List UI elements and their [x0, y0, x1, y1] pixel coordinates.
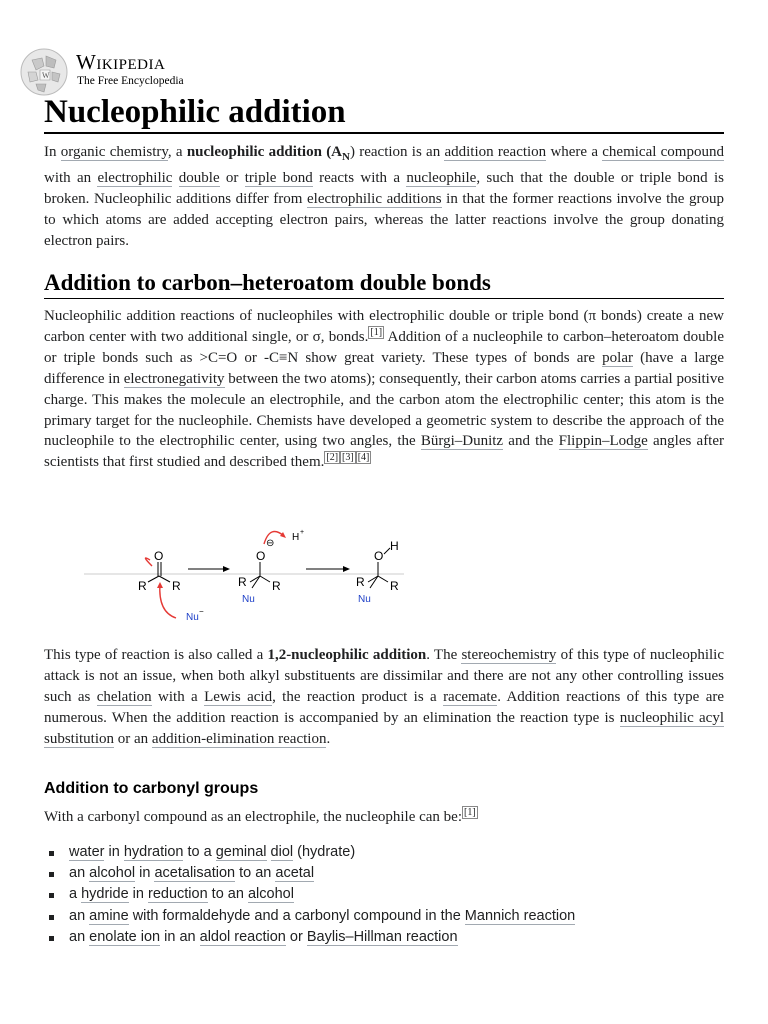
svg-text:W: W [42, 71, 50, 80]
page-title: Nucleophilic addition [44, 92, 724, 134]
nucleophile-label: Nu [242, 594, 255, 605]
r-group-label: R [272, 579, 281, 593]
curved-arrow [145, 558, 152, 566]
intro-section [44, 142, 724, 252]
link-addition-elimination[interactable]: addition-elimination reaction [151, 730, 327, 747]
link-double[interactable]: double [178, 169, 220, 186]
proton-label: H [292, 532, 300, 543]
list-item: an alcohol in acetalisation to an acetal [44, 863, 724, 884]
link-amine[interactable]: amine [89, 907, 129, 924]
paragraph-12-addition [44, 645, 724, 750]
link-acetal[interactable]: acetal [275, 865, 315, 882]
link-flippin-lodge[interactable]: Flippin–Lodge [558, 433, 648, 450]
list-item: water in hydration to a geminal diol (hydrate) [44, 842, 724, 863]
link-racemate[interactable]: racemate [443, 688, 498, 705]
list-item: an enolate ion in an aldol reaction or Baylis–Hillman reaction [44, 927, 724, 948]
link-lewis-acid[interactable]: Lewis acid [204, 688, 273, 705]
nucleophile-label: Nu [186, 612, 199, 623]
link-polar[interactable]: polar [602, 349, 633, 366]
link-acetalisation[interactable]: acetalisation [154, 865, 236, 882]
wikipedia-wordmark: Wikipedia [76, 50, 166, 74]
link-hydride[interactable]: hydride [81, 886, 129, 903]
section-carbonyl-groups [44, 780, 724, 948]
link-addition-reaction[interactable]: addition reaction [444, 144, 547, 160]
link-aldol-reaction[interactable]: aldol reaction [199, 928, 286, 945]
link-burgi-dunitz[interactable]: Bürgi–Dunitz [420, 433, 504, 450]
link-hydration[interactable]: hydration [123, 843, 184, 860]
link-diol[interactable]: diol [270, 843, 294, 860]
list-item: a hydride in reduction to an alcohol [44, 884, 724, 905]
r-group-label: R [172, 579, 181, 593]
reaction-arrow-head [223, 566, 230, 572]
section-heading: Addition to carbon–heteroatom double bonds [44, 268, 724, 299]
arrow-head [157, 582, 163, 588]
reaction-mechanism-scheme [84, 520, 424, 630]
link-geminal[interactable]: geminal [215, 843, 267, 860]
oxygen-label: O [256, 549, 266, 563]
link-alcohol[interactable]: alcohol [89, 865, 136, 882]
link-enolate-ion[interactable]: enolate ion [89, 928, 161, 945]
wikipedia-globe-logo [18, 46, 70, 98]
link-mannich-reaction[interactable]: Mannich reaction [464, 907, 576, 924]
list-item: an amine with formaldehyde and a carbonyl compound in the Mannich reaction [44, 906, 724, 927]
section-paragraph: Nucleophilic addition reactions of nucleophiles with electrophilic double or triple bond (π bonds) create a new carbon center with two additional single, or σ, bonds. [1] Addition of a nucleophile to carbon–heteroatom double or triple bonds such as >C=O or -C≡N show great variety. These types of bonds are polar (have a large difference in electronegativity between the two atoms); consequently, their carbon atoms carries a partial positive charge. This makes the molecule an electrophile, and the carbon atom the electrophilic center; this atom is the primary target for the nucleophile. Chemists have developed a geometric system to describe the approach of the nucleophile to the electrophilic center, using two angles, the Bürgi–Dunitz and the Flippin–Lodge angles after scientists that first studied and described them. [2] [3] [4] [44, 308, 725, 471]
link-triple-bond[interactable]: triple bond [244, 169, 313, 186]
link-electrophilic-additions[interactable]: electrophilic additions [307, 190, 442, 207]
reference-link[interactable]: [1] [370, 326, 383, 338]
reference-link[interactable]: [2] [326, 452, 339, 464]
oxygen-label: O [374, 549, 384, 563]
reference-link[interactable]: [1] [464, 807, 476, 818]
r-group-label: R [238, 575, 247, 589]
link-alcohol[interactable]: alcohol [247, 886, 294, 903]
charge-label: ⊖ [266, 538, 275, 549]
link-nucleophilic-acyl-substitution[interactable]: nucleophilic acyl substitution [44, 709, 724, 747]
hydrogen-label: H [390, 539, 399, 553]
wikipedia-header[interactable] [18, 42, 318, 94]
nucleophile-label: Nu [358, 594, 371, 605]
charge-label: + [300, 529, 305, 536]
r-group-label: R [390, 579, 399, 593]
link-electrophilic[interactable]: electrophilic [97, 169, 173, 186]
link-stereochemistry[interactable]: stereochemistry [461, 647, 557, 663]
charge-label: − [199, 607, 204, 616]
section-carbon-heteroatom [44, 268, 724, 473]
link-chemical-compound[interactable]: chemical compound [602, 144, 724, 160]
subsection-heading: Addition to carbonyl groups [44, 780, 259, 797]
reference-link[interactable]: [4] [357, 452, 370, 464]
intro-paragraph: In organic chemistry, a nucleophilic addition $(A_N)$ reaction is an addition reaction where a chemical compound with an electrophilic double or triple bond reacts with a nucleophile, such that the double or triple bond is broken. Nucleophilic additions differ from electrophilic additions in that the former reactions involve the group to which atoms are added accepting electron pairs, whereas the latter reactions involve the group donating electron pairs. [44, 144, 724, 249]
reference-link[interactable]: [3] [342, 452, 354, 464]
link-nucleophile[interactable]: nucleophile [406, 169, 477, 186]
wikipedia-tagline: The Free Encyclopedia [77, 75, 184, 87]
oxygen-label: O [154, 549, 164, 563]
link-organic-chemistry[interactable]: organic chemistry [60, 144, 168, 160]
r-group-label: R [356, 575, 365, 589]
link-chelation[interactable]: chelation [96, 688, 152, 705]
link-water[interactable]: water [69, 843, 105, 860]
r-group-label: R [138, 579, 147, 593]
link-electronegativity[interactable]: electronegativity [123, 370, 225, 387]
nucleophile-list [44, 842, 724, 948]
link-reduction[interactable]: reduction [148, 886, 208, 903]
subsection-intro: With a carbonyl compound as an electrophile, the nucleophile can be: [1] [44, 807, 476, 825]
paragraph: This type of reaction is also called a 1,2-nucleophilic addition. The stereochemistry of this type of nucleophilic attack is not an issue, when both alkyl substituents are dissimilar and there are not any other controlling issues such as chelation with a Lewis acid, the reaction product is a racemate. Addition reactions of this type are numerous. When the addition reaction is accompanied by an elimination the reaction type is nucleophilic acyl substitution or an addition-elimination reaction. [44, 647, 725, 747]
reaction-arrow-head [343, 566, 350, 572]
link-baylis-hillman[interactable]: Baylis–Hillman reaction [306, 928, 458, 945]
